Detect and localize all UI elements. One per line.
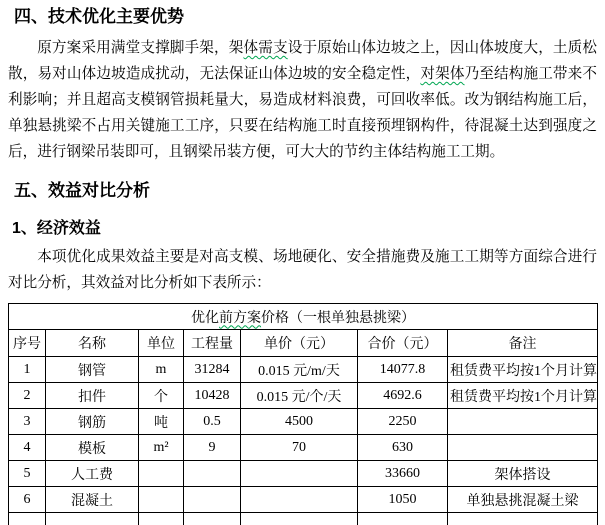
table-cell <box>448 409 598 435</box>
table-cell: 0.015 元/个/天 <box>241 383 358 409</box>
spellcheck-underline: 对架体 <box>420 66 465 82</box>
table-cell: m <box>139 357 184 383</box>
table-cell <box>139 461 184 487</box>
table-cell <box>139 513 184 525</box>
table-cell <box>139 487 184 513</box>
paragraph-text: 设于原始山体边坡之上，因山体坡度大，土质松散，易对山体边坡造成扰动，无法保证山体边坡的安全稳定性， <box>8 40 597 82</box>
table-cell: 9 <box>184 435 241 461</box>
table-cell: 5 <box>9 461 46 487</box>
table-cell: 14077.8 <box>358 357 448 383</box>
table-cell: 1050 <box>358 487 448 513</box>
table-cell: 0.015 元/m/天 <box>241 357 358 383</box>
table-header-cell: 合价（元） <box>358 330 448 357</box>
table-cell <box>184 487 241 513</box>
table-cell <box>241 513 358 525</box>
table-header-cell: 序号 <box>9 330 46 357</box>
table-header-cell: 名称 <box>46 330 139 357</box>
table-cell <box>9 513 46 525</box>
table-row-partial <box>9 513 598 525</box>
table-cell: 4 <box>9 435 46 461</box>
table-cell: 人工费 <box>46 461 139 487</box>
table-cell: 33660 <box>358 461 448 487</box>
table-cell <box>448 513 598 525</box>
paragraph-text: 乃至结构施工带来不利影响；并且超高支模钢管损耗量大，易造成材料浪费，可回收率低。改为钢结构施工后，单独悬挑梁不占用关键施工工序，只要在结构施工时直接预埋钢构件，待混凝土达到强度之后，进行钢梁吊装即可，且钢梁吊装方便，可大大的节约主体结构施工工期。 <box>8 66 597 160</box>
table-cell: 70 <box>241 435 358 461</box>
table-row <box>9 409 598 435</box>
table-cell: 个 <box>139 383 184 409</box>
table-cell: 吨 <box>139 409 184 435</box>
table-title-row <box>9 304 598 330</box>
table-cell <box>241 461 358 487</box>
heading-section-4: 四、技术优化主要优势 <box>14 7 184 26</box>
table-cell <box>184 461 241 487</box>
table-cell: 架体搭设 <box>448 461 598 487</box>
table-cell: 租赁费平均按1个月计算 <box>448 357 598 383</box>
table-row <box>9 357 598 383</box>
table-row <box>9 383 598 409</box>
paragraph-advantages <box>8 35 597 165</box>
paragraph-text: 原方案采用满堂支撑脚手架，架 <box>37 40 244 56</box>
table-row <box>9 461 598 487</box>
table-cell: 钢管 <box>46 357 139 383</box>
spellcheck-underline: 体需支 <box>243 40 288 56</box>
heading-economic-benefit: 1、经济效益 <box>12 220 101 237</box>
paragraph-benefit-intro: 本项优化成果效益主要是对高支模、场地硬化、安全措施费及施工工期等方面综合进行对比分析，其效益对比分析如下表所示： <box>8 249 597 291</box>
spellcheck-underline: 前方案 <box>219 310 262 326</box>
table-cell: 模板 <box>46 435 139 461</box>
table-header-row <box>9 330 598 357</box>
table-header-cell: 工程量 <box>184 330 241 357</box>
table-cell: 2 <box>9 383 46 409</box>
table-title-text: 价格（一根单独悬挑梁） <box>261 310 416 326</box>
table-cell: 1 <box>9 357 46 383</box>
table-row <box>9 435 598 461</box>
table-cell: 630 <box>358 435 448 461</box>
table-cell <box>448 435 598 461</box>
table-cell: 钢筋 <box>46 409 139 435</box>
heading-section-5: 五、效益对比分析 <box>14 181 150 200</box>
table-title <box>9 304 598 330</box>
table-cell <box>358 513 448 525</box>
table-header-cell: 单价（元） <box>241 330 358 357</box>
table-cell: 10428 <box>184 383 241 409</box>
table-cell: m² <box>139 435 184 461</box>
table-cell: 单独悬挑混凝土梁 <box>448 487 598 513</box>
table-cell: 6 <box>9 487 46 513</box>
table-title-text: 优化 <box>191 310 220 326</box>
table-row <box>9 487 598 513</box>
table-cell: 3 <box>9 409 46 435</box>
table-cell: 31284 <box>184 357 241 383</box>
table-cell: 4692.6 <box>358 383 448 409</box>
table-cell <box>184 513 241 525</box>
table-cell: 0.5 <box>184 409 241 435</box>
table-cell: 扣件 <box>46 383 139 409</box>
table-cell: 4500 <box>241 409 358 435</box>
table-cell <box>241 487 358 513</box>
table-header-cell: 单位 <box>139 330 184 357</box>
table-header-cell: 备注 <box>448 330 598 357</box>
table-cell: 混凝土 <box>46 487 139 513</box>
price-comparison-table <box>8 303 598 525</box>
table-cell: 租赁费平均按1个月计算 <box>448 383 598 409</box>
table-cell: 2250 <box>358 409 448 435</box>
table-cell <box>46 513 139 525</box>
